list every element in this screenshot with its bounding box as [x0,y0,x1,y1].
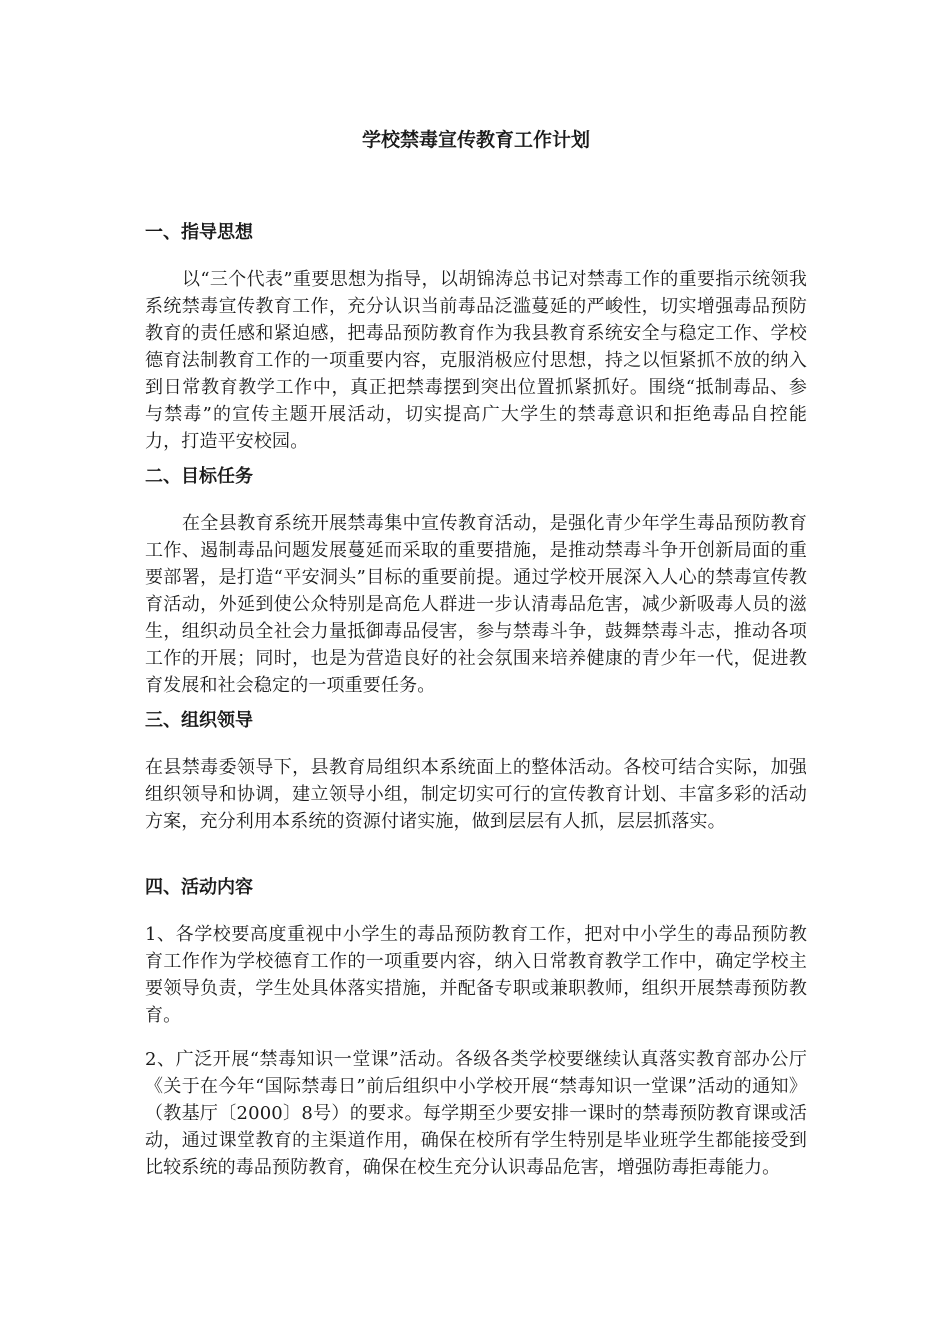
section-heading: 四、活动内容 [145,877,253,898]
section-organization-leadership [145,709,807,835]
section-paragraph: 在全县教育系统开展禁毒集中宣传教育活动，是强化青少年学生毒品预防教育工作、遏制毒品问题发展蔓延而采取的重要措施，是推动禁毒斗争开创新局面的重要部署，是打造“平安洞头”目标的重要前提。通过学校开展深入人心的禁毒宣传教育活动，外延到使公众特别是高危人群进一步认清毒品危害，减少新吸毒人员的滋生，组织动员全社会力量抵御毒品侵害，参与禁毒斗争，鼓舞禁毒斗志，推动各项工作的开展；同时，也是为营造良好的社会氛围来培养健康的青少年一代，促进教育发展和社会稳定的一项重要任务。 [145,513,807,696]
section-heading: 三、组织领导 [145,710,253,731]
section-paragraph: 以“三个代表”重要思想为指导，以胡锦涛总书记对禁毒工作的重要指示统领我系统禁毒宣传教育工作，充分认识当前毒品泛滥蔓延的严峻性，切实增强毒品预防教育的责任感和紧迫感，把毒品预防教育作为我县教育系统安全与稳定工作、学校德育法制教育工作的一项重要内容，克服消极应付思想，持之以恒紧抓不放的纳入到日常教育教学工作中，真正把禁毒摆到突出位置抓紧抓好。围绕“抵制毒品、参与禁毒”的宣传主题开展活动，切实提高广大学生的禁毒意识和拒绝毒品自控能力，打造平安校园。 [145,269,807,452]
section-paragraph: 在县禁毒委领导下，县教育局组织本系统面上的整体活动。各校可结合实际，加强组织领导和协调，建立领导小组，制定切实可行的宣传教育计划、丰富多彩的活动方案，充分利用本系统的资源付诸实施，做到层层有人抓，层层抓落实。 [145,757,807,832]
document-title: 学校禁毒宣传教育工作计划 [361,129,590,151]
section-heading: 二、目标任务 [145,466,253,487]
section-goals-tasks [145,465,807,699]
activity-item-2: 2、广泛开展“禁毒知识一堂课”活动。各级各类学校要继续认真落实教育部办公厅《关于在今年“国际禁毒日”前后组织中小学校开展“禁毒知识一堂课”活动的通知》（教基厅〔2000〕8号）的要求。每学期至少要安排一课时的禁毒预防教育课或活动，通过课堂教育的主渠道作用，确保在校所有学生特别是毕业班学生都能接受到比较系统的毒品预防教育，确保在校生充分认识毒品危害，增强防毒拒毒能力。 [145,1049,807,1178]
section-activity-content [145,876,807,1181]
section-heading: 一、指导思想 [145,222,253,243]
section-guiding-ideology [145,221,807,455]
activity-item-1: 1、各学校要高度重视中小学生的毒品预防教育工作，把对中小学生的毒品预防教育工作作为学校德育工作的一项重要内容，纳入日常教育教学工作中，确定学校主要领导负责，学生处具体落实措施，并配备专职或兼职教师，组织开展禁毒预防教育。 [145,924,807,1026]
